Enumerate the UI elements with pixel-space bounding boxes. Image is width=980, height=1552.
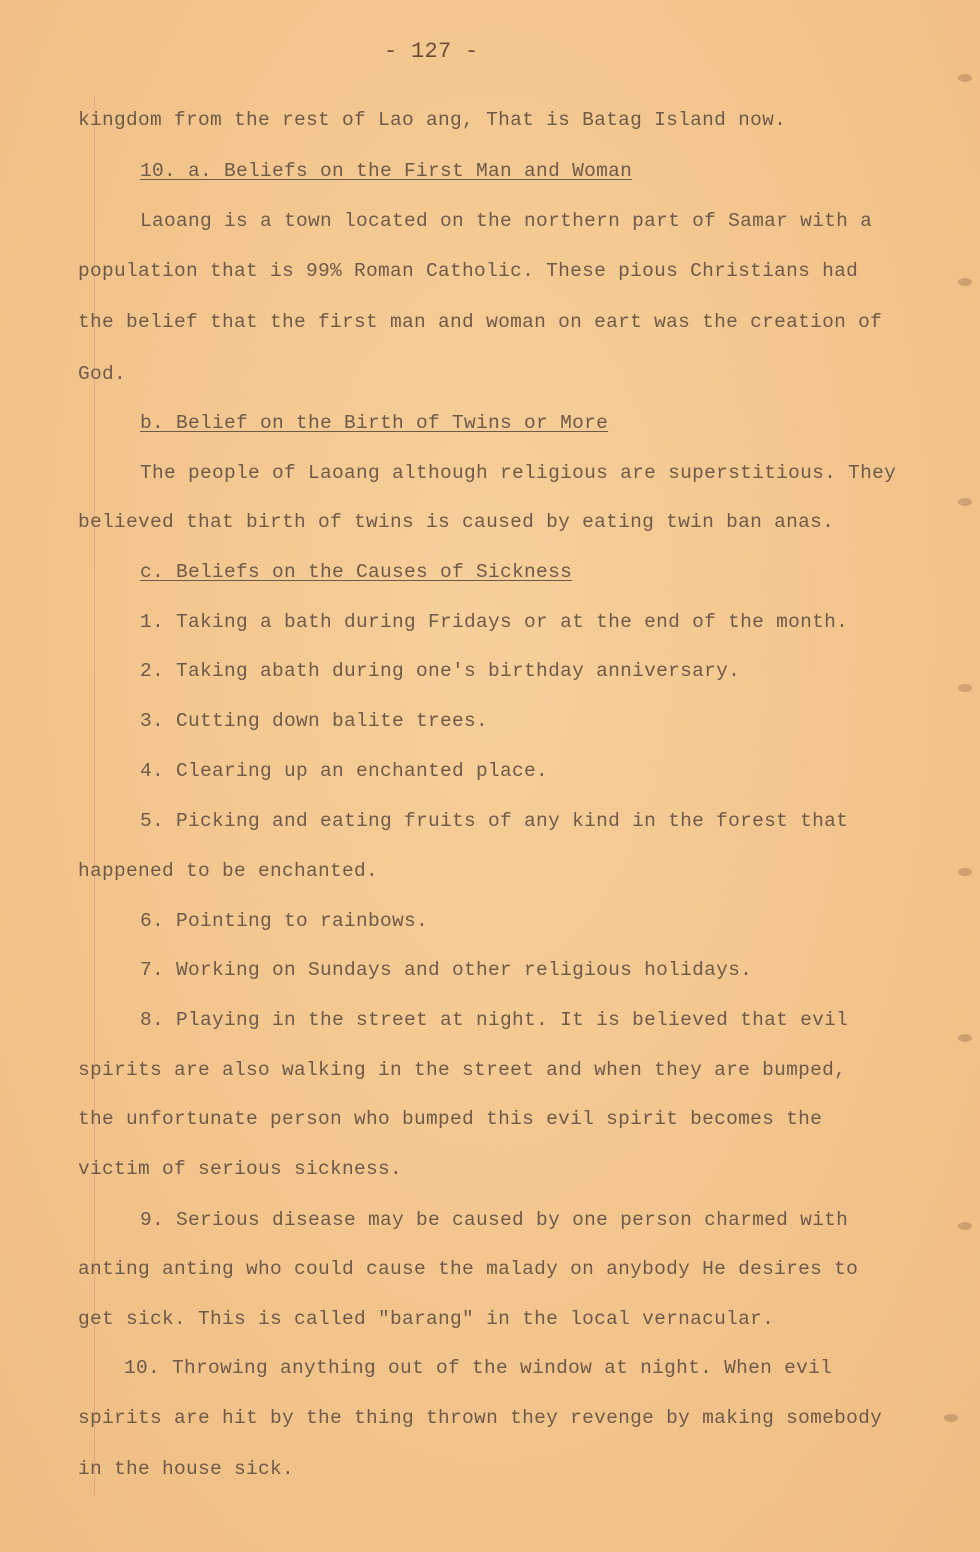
list-item: 4. Clearing up an enchanted place. <box>140 760 549 782</box>
text-line: get sick. This is called "barang" in the local vernacular. <box>78 1308 775 1330</box>
list-item: 8. Playing in the street at night. It is believed that evil <box>140 1009 849 1031</box>
punch-hole-mark <box>958 74 972 82</box>
punch-hole-mark <box>944 1414 958 1422</box>
list-item: 2. Taking abath during one's birthday anniversary. <box>140 660 741 682</box>
list-item: 6. Pointing to rainbows. <box>140 910 429 932</box>
section-heading: c. Beliefs on the Causes of Sickness <box>140 561 573 583</box>
punch-hole-mark <box>958 1222 972 1230</box>
list-item: 10. Throwing anything out of the window at night. When evil <box>124 1357 833 1379</box>
text-line: God. <box>78 363 127 385</box>
punch-hole-mark <box>958 498 972 506</box>
text-line: happened to be enchanted. <box>78 860 379 882</box>
text-line: spirits are also walking in the street and when they are bumped, <box>78 1059 847 1081</box>
text-line: the unfortunate person who bumped this evil spirit becomes the <box>78 1108 823 1130</box>
text-line: the belief that the first man and woman on eart was the creation of <box>78 311 883 333</box>
punch-hole-mark <box>958 684 972 692</box>
page-number: - 127 - <box>384 39 479 64</box>
text-line: kingdom from the rest of Lao ang, That is Batag Island now. <box>78 109 787 131</box>
punch-hole-mark <box>958 1034 972 1042</box>
margin-rule <box>94 95 95 1495</box>
list-item: 3. Cutting down balite trees. <box>140 710 489 732</box>
text-line: victim of serious sickness. <box>78 1158 403 1180</box>
section-heading: 10. a. Beliefs on the First Man and Woman <box>140 160 633 182</box>
text-line: believed that birth of twins is caused by eating twin ban anas. <box>78 511 835 533</box>
list-item: 9. Serious disease may be caused by one person charmed with <box>140 1209 849 1231</box>
text-line: population that is 99% Roman Catholic. These pious Christians had <box>78 260 859 282</box>
section-heading: b. Belief on the Birth of Twins or More <box>140 412 609 434</box>
text-line: spirits are hit by the thing thrown they revenge by making somebody <box>78 1407 883 1429</box>
punch-hole-mark <box>958 868 972 876</box>
text-line: in the house sick. <box>78 1458 295 1480</box>
text-line: anting anting who could cause the malady on anybody He desires to <box>78 1258 859 1280</box>
text-line: Laoang is a town located on the northern part of Samar with a <box>140 210 873 232</box>
punch-hole-mark <box>958 278 972 286</box>
list-item: 1. Taking a bath during Fridays or at the end of the month. <box>140 611 849 633</box>
list-item: 5. Picking and eating fruits of any kind in the forest that <box>140 810 849 832</box>
text-line: The people of Laoang although religious are superstitious. They <box>140 462 897 484</box>
list-item: 7. Working on Sundays and other religious holidays. <box>140 959 753 981</box>
